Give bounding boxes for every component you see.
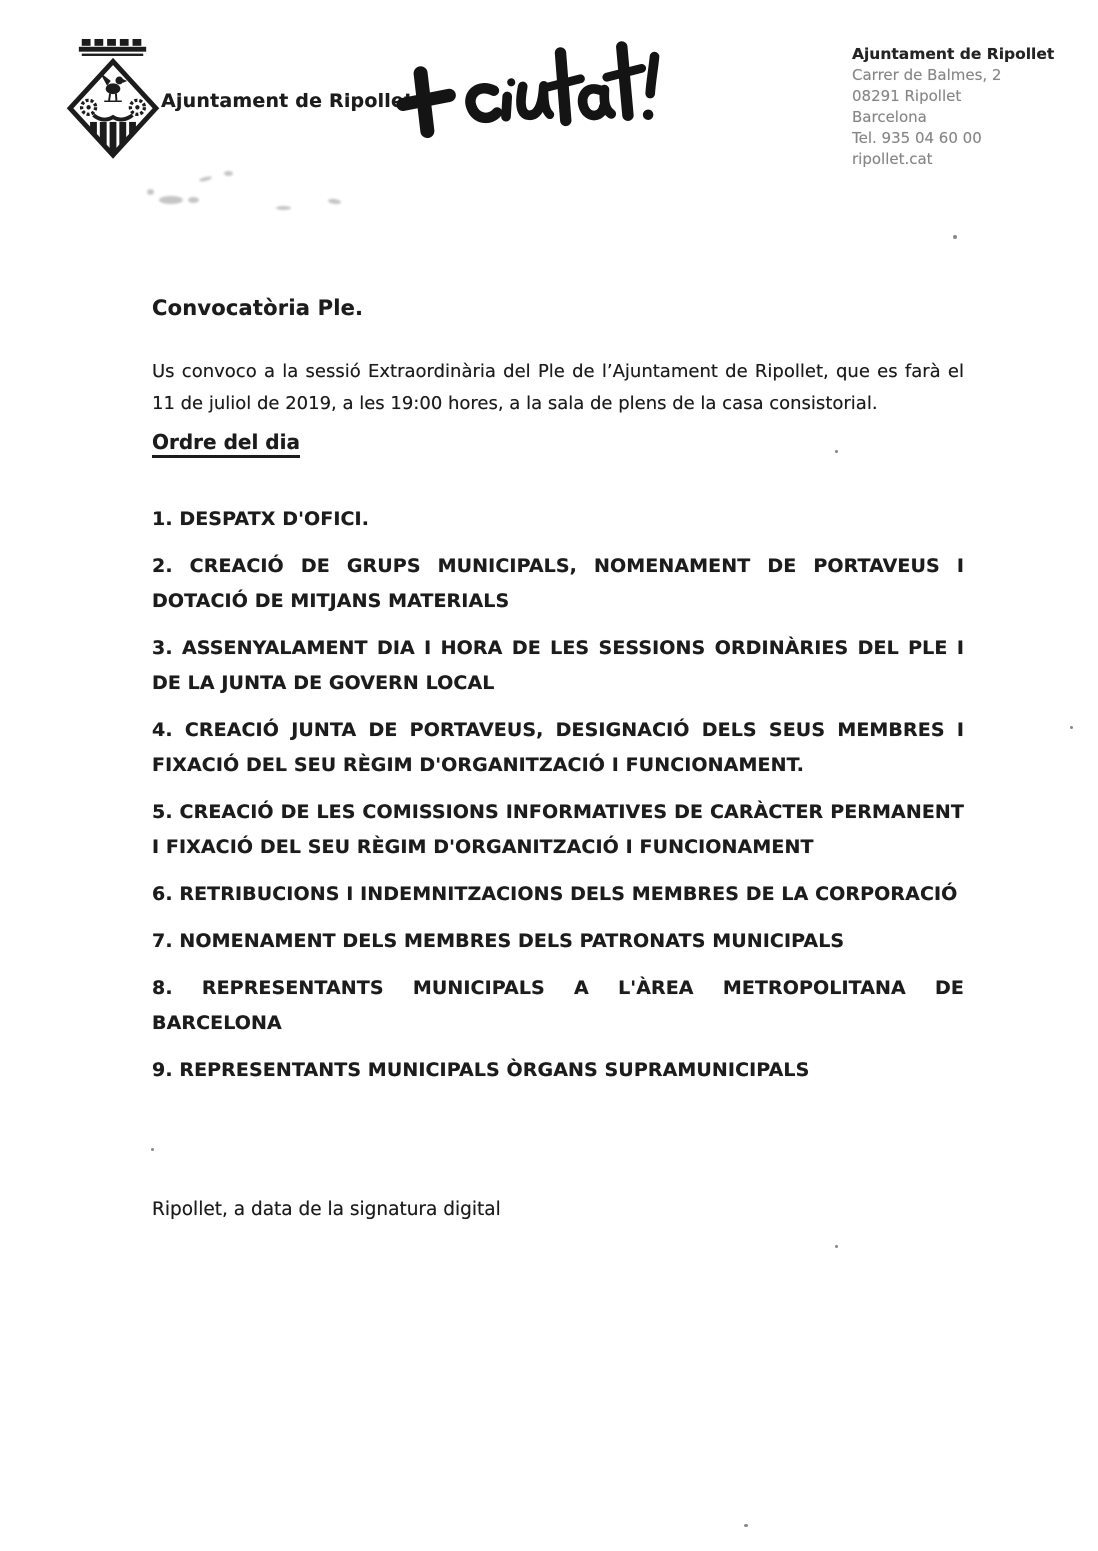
agenda-heading-text: Ordre del dia: [152, 430, 300, 458]
scan-smudge: [276, 206, 291, 210]
convocation-paragraph: Us convoco a la sessió Extraordinària del Ple de l’Ajuntament de Ripollet, que es farà el 11 de juliol de 2019, a les 19:00 hores, a la sala de plens de la casa consistorial.: [152, 361, 964, 414]
agenda-item-5: 5. CREACIÓ DE LES COMISSIONS INFORMATIVES DE CARÀCTER PERMANENT I FIXACIÓ DEL SEU RÈGIM D'ORGANITZACIÓ I FUNCIONAMENT: [152, 801, 964, 858]
address-street: Carrer de Balmes, 2: [852, 66, 1002, 84]
document-body: [152, 296, 964, 1222]
mes-ciutat-logo-text: [0, 0, 1, 1]
ripollet-coat-of-arms-icon: [64, 38, 162, 160]
agenda-item-8: 8. REPRESENTANTS MUNICIPALS A L'ÀREA METROPOLITANA DE BARCELONA: [152, 977, 964, 1034]
letterhead-address-block: [852, 44, 1087, 170]
agenda-item-2: 2. CREACIÓ DE GRUPS MUNICIPALS, NOMENAMENT DE PORTAVEUS I DOTACIÓ DE MITJANS MATERIALS: [152, 555, 964, 612]
scan-smudge: [159, 196, 183, 204]
scan-speck: [1070, 726, 1073, 729]
scan-speck: [744, 1524, 748, 1527]
scan-smudge: [188, 197, 199, 203]
agenda-heading: [152, 430, 964, 454]
agenda-item-4: 4. CREACIÓ JUNTA DE PORTAVEUS, DESIGNACIÓ DELS SEUS MEMBRES I FIXACIÓ DEL SEU RÈGIM D'ORGANITZACIÓ I FUNCIONAMENT.: [152, 719, 964, 776]
agenda-item-3: 3. ASSENYALAMENT DIA I HORA DE LES SESSIONS ORDINÀRIES DEL PLE I DE LA JUNTA DE GOVERN LOCAL: [152, 637, 964, 694]
address-postal-city: 08291 Ripollet: [852, 87, 962, 105]
address-website: ripollet.cat: [852, 150, 933, 168]
agenda-item-9: 9. REPRESENTANTS MUNICIPALS ÒRGANS SUPRAMUNICIPALS: [152, 1059, 810, 1081]
address-org-name: Ajuntament de Ripollet: [852, 45, 1055, 63]
address-phone: Tel. 935 04 60 00: [852, 129, 982, 147]
scan-speck: [835, 1245, 838, 1248]
scan-smudge: [328, 198, 342, 205]
org-name: Ajuntament de Ripollet: [161, 90, 414, 112]
document-title: Convocatòria Ple.: [152, 296, 364, 320]
mes-ciutat-logo-icon: [393, 32, 668, 157]
signature-place-line: Ripollet, a data de la signatura digital: [152, 1199, 501, 1220]
scan-speck: [151, 1148, 154, 1151]
scan-smudge: [224, 171, 233, 176]
scan-smudge: [199, 175, 213, 182]
agenda-item-1: 1. DESPATX D'OFICI.: [152, 508, 370, 530]
scan-speck: [953, 235, 957, 239]
scan-smudge: [147, 189, 154, 195]
scan-speck: [835, 450, 838, 453]
agenda-item-7: 7. NOMENAMENT DELS MEMBRES DELS PATRONATS MUNICIPALS: [152, 930, 845, 952]
agenda-item-6: 6. RETRIBUCIONS I INDEMNITZACIONS DELS MEMBRES DE LA CORPORACIÓ: [152, 883, 958, 905]
address-province: Barcelona: [852, 108, 927, 126]
